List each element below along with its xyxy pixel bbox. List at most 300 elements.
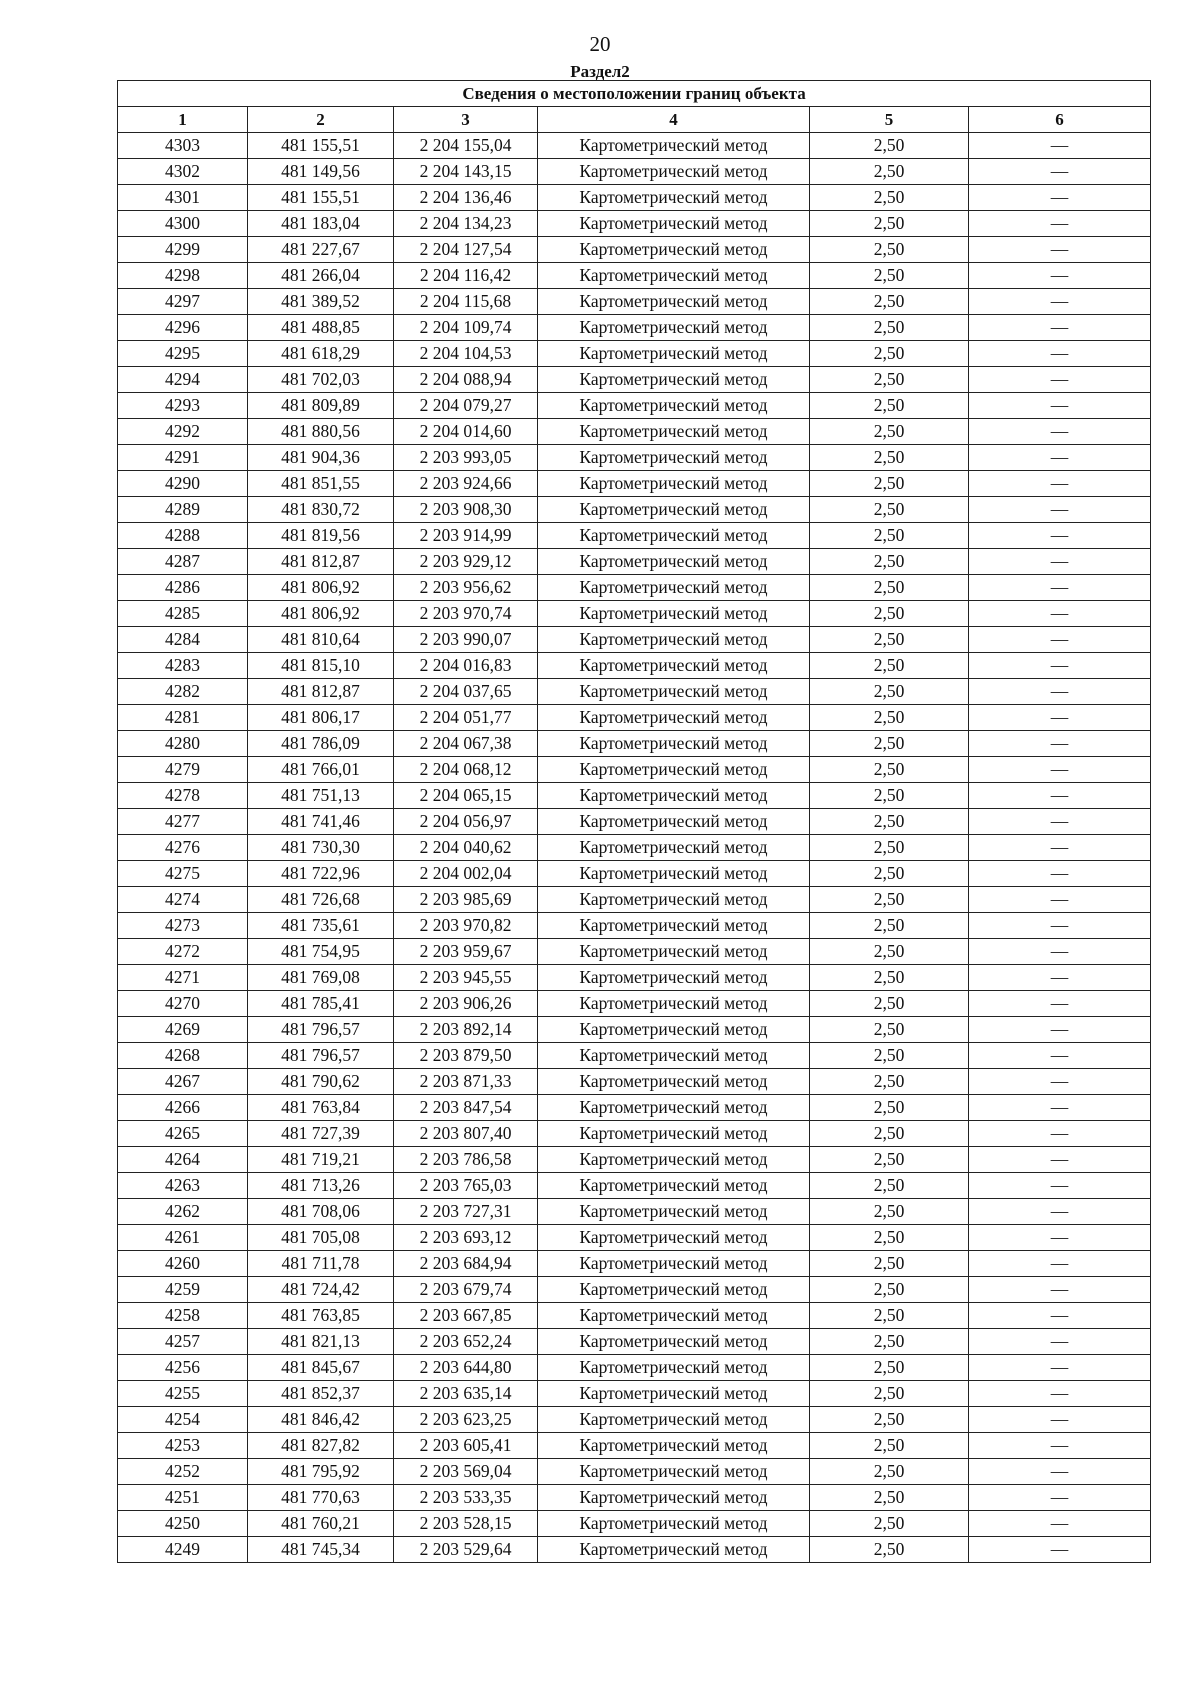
point-number-cell: 4281 bbox=[118, 705, 248, 731]
point-number-cell: 4292 bbox=[118, 419, 248, 445]
note-cell: — bbox=[969, 861, 1151, 887]
y-coordinate-cell: 2 204 002,04 bbox=[394, 861, 538, 887]
accuracy-cell: 2,50 bbox=[810, 1251, 969, 1277]
accuracy-cell: 2,50 bbox=[810, 471, 969, 497]
method-cell: Картометрический метод bbox=[538, 1459, 810, 1485]
table-row bbox=[118, 341, 1151, 367]
table-row bbox=[118, 601, 1151, 627]
table-row bbox=[118, 1069, 1151, 1095]
note-cell: — bbox=[969, 289, 1151, 315]
method-cell: Картометрический метод bbox=[538, 601, 810, 627]
note-cell: — bbox=[969, 1069, 1151, 1095]
point-number-cell: 4275 bbox=[118, 861, 248, 887]
x-coordinate-cell: 481 741,46 bbox=[248, 809, 394, 835]
y-coordinate-cell: 2 203 929,12 bbox=[394, 549, 538, 575]
method-cell: Картометрический метод bbox=[538, 315, 810, 341]
point-number-cell: 4276 bbox=[118, 835, 248, 861]
method-cell: Картометрический метод bbox=[538, 341, 810, 367]
note-cell: — bbox=[969, 1199, 1151, 1225]
method-cell: Картометрический метод bbox=[538, 965, 810, 991]
method-cell: Картометрический метод bbox=[538, 263, 810, 289]
table-row bbox=[118, 1017, 1151, 1043]
accuracy-cell: 2,50 bbox=[810, 497, 969, 523]
note-cell: — bbox=[969, 1303, 1151, 1329]
method-cell: Картометрический метод bbox=[538, 991, 810, 1017]
accuracy-cell: 2,50 bbox=[810, 861, 969, 887]
x-coordinate-cell: 481 785,41 bbox=[248, 991, 394, 1017]
accuracy-cell: 2,50 bbox=[810, 887, 969, 913]
note-cell: — bbox=[969, 523, 1151, 549]
method-cell: Картометрический метод bbox=[538, 809, 810, 835]
accuracy-cell: 2,50 bbox=[810, 1043, 969, 1069]
x-coordinate-cell: 481 796,57 bbox=[248, 1017, 394, 1043]
point-number-cell: 4256 bbox=[118, 1355, 248, 1381]
point-number-cell: 4295 bbox=[118, 341, 248, 367]
x-coordinate-cell: 481 730,30 bbox=[248, 835, 394, 861]
method-cell: Картометрический метод bbox=[538, 835, 810, 861]
point-number-cell: 4303 bbox=[118, 133, 248, 159]
table-row bbox=[118, 913, 1151, 939]
note-cell: — bbox=[969, 341, 1151, 367]
accuracy-cell: 2,50 bbox=[810, 1017, 969, 1043]
accuracy-cell: 2,50 bbox=[810, 575, 969, 601]
accuracy-cell: 2,50 bbox=[810, 783, 969, 809]
x-coordinate-cell: 481 770,63 bbox=[248, 1485, 394, 1511]
point-number-cell: 4278 bbox=[118, 783, 248, 809]
x-coordinate-cell: 481 806,92 bbox=[248, 575, 394, 601]
point-number-cell: 4270 bbox=[118, 991, 248, 1017]
accuracy-cell: 2,50 bbox=[810, 1095, 969, 1121]
column-header: 4 bbox=[538, 107, 810, 133]
note-cell: — bbox=[969, 939, 1151, 965]
method-cell: Картометрический метод bbox=[538, 289, 810, 315]
table-row bbox=[118, 1433, 1151, 1459]
y-coordinate-cell: 2 203 529,64 bbox=[394, 1537, 538, 1563]
table-row bbox=[118, 497, 1151, 523]
method-cell: Картометрический метод bbox=[538, 705, 810, 731]
y-coordinate-cell: 2 203 569,04 bbox=[394, 1459, 538, 1485]
point-number-cell: 4300 bbox=[118, 211, 248, 237]
note-cell: — bbox=[969, 1407, 1151, 1433]
accuracy-cell: 2,50 bbox=[810, 1511, 969, 1537]
method-cell: Картометрический метод bbox=[538, 1537, 810, 1563]
table-row bbox=[118, 1147, 1151, 1173]
point-number-cell: 4255 bbox=[118, 1381, 248, 1407]
y-coordinate-cell: 2 203 667,85 bbox=[394, 1303, 538, 1329]
point-number-cell: 4268 bbox=[118, 1043, 248, 1069]
method-cell: Картометрический метод bbox=[538, 159, 810, 185]
y-coordinate-cell: 2 203 727,31 bbox=[394, 1199, 538, 1225]
x-coordinate-cell: 481 266,04 bbox=[248, 263, 394, 289]
table-row bbox=[118, 471, 1151, 497]
x-coordinate-cell: 481 845,67 bbox=[248, 1355, 394, 1381]
x-coordinate-cell: 481 766,01 bbox=[248, 757, 394, 783]
point-number-cell: 4257 bbox=[118, 1329, 248, 1355]
point-number-cell: 4277 bbox=[118, 809, 248, 835]
table-row bbox=[118, 1485, 1151, 1511]
table-row bbox=[118, 1511, 1151, 1537]
note-cell: — bbox=[969, 913, 1151, 939]
point-number-cell: 4251 bbox=[118, 1485, 248, 1511]
x-coordinate-cell: 481 727,39 bbox=[248, 1121, 394, 1147]
x-coordinate-cell: 481 389,52 bbox=[248, 289, 394, 315]
method-cell: Картометрический метод bbox=[538, 1017, 810, 1043]
point-number-cell: 4264 bbox=[118, 1147, 248, 1173]
accuracy-cell: 2,50 bbox=[810, 965, 969, 991]
method-cell: Картометрический метод bbox=[538, 1199, 810, 1225]
column-header: 5 bbox=[810, 107, 969, 133]
x-coordinate-cell: 481 702,03 bbox=[248, 367, 394, 393]
method-cell: Картометрический метод bbox=[538, 887, 810, 913]
accuracy-cell: 2,50 bbox=[810, 835, 969, 861]
note-cell: — bbox=[969, 731, 1151, 757]
x-coordinate-cell: 481 227,67 bbox=[248, 237, 394, 263]
method-cell: Картометрический метод bbox=[538, 913, 810, 939]
x-coordinate-cell: 481 795,92 bbox=[248, 1459, 394, 1485]
y-coordinate-cell: 2 203 644,80 bbox=[394, 1355, 538, 1381]
y-coordinate-cell: 2 203 623,25 bbox=[394, 1407, 538, 1433]
method-cell: Картометрический метод bbox=[538, 1043, 810, 1069]
method-cell: Картометрический метод bbox=[538, 1355, 810, 1381]
x-coordinate-cell: 481 815,10 bbox=[248, 653, 394, 679]
y-coordinate-cell: 2 203 693,12 bbox=[394, 1225, 538, 1251]
y-coordinate-cell: 2 203 879,50 bbox=[394, 1043, 538, 1069]
point-number-cell: 4293 bbox=[118, 393, 248, 419]
accuracy-cell: 2,50 bbox=[810, 705, 969, 731]
y-coordinate-cell: 2 203 990,07 bbox=[394, 627, 538, 653]
table-row bbox=[118, 1355, 1151, 1381]
x-coordinate-cell: 481 790,62 bbox=[248, 1069, 394, 1095]
x-coordinate-cell: 481 708,06 bbox=[248, 1199, 394, 1225]
point-number-cell: 4265 bbox=[118, 1121, 248, 1147]
method-cell: Картометрический метод bbox=[538, 471, 810, 497]
table-row bbox=[118, 835, 1151, 861]
method-cell: Картометрический метод bbox=[538, 1407, 810, 1433]
method-cell: Картометрический метод bbox=[538, 1433, 810, 1459]
y-coordinate-cell: 2 203 908,30 bbox=[394, 497, 538, 523]
y-coordinate-cell: 2 204 067,38 bbox=[394, 731, 538, 757]
table-row bbox=[118, 1303, 1151, 1329]
y-coordinate-cell: 2 204 104,53 bbox=[394, 341, 538, 367]
table-row bbox=[118, 1381, 1151, 1407]
note-cell: — bbox=[969, 133, 1151, 159]
note-cell: — bbox=[969, 315, 1151, 341]
y-coordinate-cell: 2 204 065,15 bbox=[394, 783, 538, 809]
note-cell: — bbox=[969, 1537, 1151, 1563]
note-cell: — bbox=[969, 1433, 1151, 1459]
accuracy-cell: 2,50 bbox=[810, 1537, 969, 1563]
note-cell: — bbox=[969, 445, 1151, 471]
note-cell: — bbox=[969, 1121, 1151, 1147]
x-coordinate-cell: 481 796,57 bbox=[248, 1043, 394, 1069]
method-cell: Картометрический метод bbox=[538, 1485, 810, 1511]
point-number-cell: 4283 bbox=[118, 653, 248, 679]
boundary-coordinates-table bbox=[117, 80, 1151, 1563]
x-coordinate-cell: 481 754,95 bbox=[248, 939, 394, 965]
y-coordinate-cell: 2 203 684,94 bbox=[394, 1251, 538, 1277]
method-cell: Картометрический метод bbox=[538, 939, 810, 965]
note-cell: — bbox=[969, 367, 1151, 393]
method-cell: Картометрический метод bbox=[538, 1147, 810, 1173]
method-cell: Картометрический метод bbox=[538, 497, 810, 523]
y-coordinate-cell: 2 204 143,15 bbox=[394, 159, 538, 185]
method-cell: Картометрический метод bbox=[538, 419, 810, 445]
y-coordinate-cell: 2 203 985,69 bbox=[394, 887, 538, 913]
table-row bbox=[118, 1537, 1151, 1563]
x-coordinate-cell: 481 735,61 bbox=[248, 913, 394, 939]
table-row bbox=[118, 1173, 1151, 1199]
accuracy-cell: 2,50 bbox=[810, 1485, 969, 1511]
table-row bbox=[118, 263, 1151, 289]
table-row bbox=[118, 1121, 1151, 1147]
note-cell: — bbox=[969, 783, 1151, 809]
table-row bbox=[118, 575, 1151, 601]
point-number-cell: 4253 bbox=[118, 1433, 248, 1459]
x-coordinate-cell: 481 149,56 bbox=[248, 159, 394, 185]
table-row bbox=[118, 1329, 1151, 1355]
note-cell: — bbox=[969, 1329, 1151, 1355]
point-number-cell: 4287 bbox=[118, 549, 248, 575]
accuracy-cell: 2,50 bbox=[810, 679, 969, 705]
table-row bbox=[118, 1199, 1151, 1225]
method-cell: Картометрический метод bbox=[538, 1069, 810, 1095]
y-coordinate-cell: 2 203 807,40 bbox=[394, 1121, 538, 1147]
table-body bbox=[118, 133, 1151, 1563]
point-number-cell: 4250 bbox=[118, 1511, 248, 1537]
note-cell: — bbox=[969, 809, 1151, 835]
note-cell: — bbox=[969, 991, 1151, 1017]
table-row bbox=[118, 523, 1151, 549]
method-cell: Картометрический метод bbox=[538, 1329, 810, 1355]
method-cell: Картометрический метод bbox=[538, 1511, 810, 1537]
x-coordinate-cell: 481 806,17 bbox=[248, 705, 394, 731]
table-row bbox=[118, 549, 1151, 575]
note-cell: — bbox=[969, 1485, 1151, 1511]
x-coordinate-cell: 481 745,34 bbox=[248, 1537, 394, 1563]
y-coordinate-cell: 2 204 155,04 bbox=[394, 133, 538, 159]
accuracy-cell: 2,50 bbox=[810, 1329, 969, 1355]
accuracy-cell: 2,50 bbox=[810, 1121, 969, 1147]
table-row bbox=[118, 315, 1151, 341]
table-row bbox=[118, 991, 1151, 1017]
x-coordinate-cell: 481 786,09 bbox=[248, 731, 394, 757]
y-coordinate-cell: 2 204 040,62 bbox=[394, 835, 538, 861]
point-number-cell: 4272 bbox=[118, 939, 248, 965]
method-cell: Картометрический метод bbox=[538, 1173, 810, 1199]
method-cell: Картометрический метод bbox=[538, 731, 810, 757]
accuracy-cell: 2,50 bbox=[810, 445, 969, 471]
y-coordinate-cell: 2 204 014,60 bbox=[394, 419, 538, 445]
y-coordinate-cell: 2 204 079,27 bbox=[394, 393, 538, 419]
y-coordinate-cell: 2 203 945,55 bbox=[394, 965, 538, 991]
point-number-cell: 4252 bbox=[118, 1459, 248, 1485]
point-number-cell: 4284 bbox=[118, 627, 248, 653]
point-number-cell: 4290 bbox=[118, 471, 248, 497]
x-coordinate-cell: 481 810,64 bbox=[248, 627, 394, 653]
accuracy-cell: 2,50 bbox=[810, 653, 969, 679]
method-cell: Картометрический метод bbox=[538, 627, 810, 653]
table-row bbox=[118, 1277, 1151, 1303]
table-row bbox=[118, 653, 1151, 679]
accuracy-cell: 2,50 bbox=[810, 1459, 969, 1485]
table-row bbox=[118, 1095, 1151, 1121]
y-coordinate-cell: 2 203 652,24 bbox=[394, 1329, 538, 1355]
y-coordinate-cell: 2 203 959,67 bbox=[394, 939, 538, 965]
x-coordinate-cell: 481 846,42 bbox=[248, 1407, 394, 1433]
y-coordinate-cell: 2 203 956,62 bbox=[394, 575, 538, 601]
point-number-cell: 4260 bbox=[118, 1251, 248, 1277]
x-coordinate-cell: 481 722,96 bbox=[248, 861, 394, 887]
point-number-cell: 4301 bbox=[118, 185, 248, 211]
x-coordinate-cell: 481 711,78 bbox=[248, 1251, 394, 1277]
y-coordinate-cell: 2 204 134,23 bbox=[394, 211, 538, 237]
accuracy-cell: 2,50 bbox=[810, 211, 969, 237]
x-coordinate-cell: 481 705,08 bbox=[248, 1225, 394, 1251]
note-cell: — bbox=[969, 185, 1151, 211]
table-row bbox=[118, 705, 1151, 731]
method-cell: Картометрический метод bbox=[538, 1095, 810, 1121]
y-coordinate-cell: 2 204 016,83 bbox=[394, 653, 538, 679]
y-coordinate-cell: 2 203 970,74 bbox=[394, 601, 538, 627]
method-cell: Картометрический метод bbox=[538, 367, 810, 393]
accuracy-cell: 2,50 bbox=[810, 939, 969, 965]
x-coordinate-cell: 481 618,29 bbox=[248, 341, 394, 367]
point-number-cell: 4254 bbox=[118, 1407, 248, 1433]
table-row bbox=[118, 939, 1151, 965]
method-cell: Картометрический метод bbox=[538, 1303, 810, 1329]
method-cell: Картометрический метод bbox=[538, 757, 810, 783]
x-coordinate-cell: 481 183,04 bbox=[248, 211, 394, 237]
table-row bbox=[118, 419, 1151, 445]
note-cell: — bbox=[969, 1381, 1151, 1407]
table-row bbox=[118, 211, 1151, 237]
y-coordinate-cell: 2 204 109,74 bbox=[394, 315, 538, 341]
point-number-cell: 4267 bbox=[118, 1069, 248, 1095]
accuracy-cell: 2,50 bbox=[810, 913, 969, 939]
accuracy-cell: 2,50 bbox=[810, 1381, 969, 1407]
x-coordinate-cell: 481 819,56 bbox=[248, 523, 394, 549]
note-cell: — bbox=[969, 419, 1151, 445]
section-title: Раздел2 bbox=[570, 62, 630, 81]
accuracy-cell: 2,50 bbox=[810, 1303, 969, 1329]
note-cell: — bbox=[969, 211, 1151, 237]
point-number-cell: 4282 bbox=[118, 679, 248, 705]
table-row bbox=[118, 1043, 1151, 1069]
point-number-cell: 4274 bbox=[118, 887, 248, 913]
point-number-cell: 4280 bbox=[118, 731, 248, 757]
accuracy-cell: 2,50 bbox=[810, 367, 969, 393]
point-number-cell: 4263 bbox=[118, 1173, 248, 1199]
accuracy-cell: 2,50 bbox=[810, 393, 969, 419]
x-coordinate-cell: 481 760,21 bbox=[248, 1511, 394, 1537]
note-cell: — bbox=[969, 1043, 1151, 1069]
table-row bbox=[118, 445, 1151, 471]
y-coordinate-cell: 2 203 679,74 bbox=[394, 1277, 538, 1303]
note-cell: — bbox=[969, 393, 1151, 419]
point-number-cell: 4289 bbox=[118, 497, 248, 523]
y-coordinate-cell: 2 203 892,14 bbox=[394, 1017, 538, 1043]
table-row bbox=[118, 731, 1151, 757]
method-cell: Картометрический метод bbox=[538, 1277, 810, 1303]
accuracy-cell: 2,50 bbox=[810, 315, 969, 341]
table-row bbox=[118, 757, 1151, 783]
table-row bbox=[118, 237, 1151, 263]
x-coordinate-cell: 481 812,87 bbox=[248, 679, 394, 705]
point-number-cell: 4296 bbox=[118, 315, 248, 341]
point-number-cell: 4302 bbox=[118, 159, 248, 185]
note-cell: — bbox=[969, 1225, 1151, 1251]
method-cell: Картометрический метод bbox=[538, 1381, 810, 1407]
accuracy-cell: 2,50 bbox=[810, 263, 969, 289]
y-coordinate-cell: 2 204 136,46 bbox=[394, 185, 538, 211]
x-coordinate-cell: 481 488,85 bbox=[248, 315, 394, 341]
note-cell: — bbox=[969, 159, 1151, 185]
column-header: 1 bbox=[118, 107, 248, 133]
y-coordinate-cell: 2 204 056,97 bbox=[394, 809, 538, 835]
x-coordinate-cell: 481 719,21 bbox=[248, 1147, 394, 1173]
note-cell: — bbox=[969, 627, 1151, 653]
method-cell: Картометрический метод bbox=[538, 1225, 810, 1251]
accuracy-cell: 2,50 bbox=[810, 757, 969, 783]
column-header: 2 bbox=[248, 107, 394, 133]
x-coordinate-cell: 481 880,56 bbox=[248, 419, 394, 445]
point-number-cell: 4269 bbox=[118, 1017, 248, 1043]
x-coordinate-cell: 481 763,85 bbox=[248, 1303, 394, 1329]
y-coordinate-cell: 2 203 914,99 bbox=[394, 523, 538, 549]
x-coordinate-cell: 481 812,87 bbox=[248, 549, 394, 575]
table-row bbox=[118, 367, 1151, 393]
point-number-cell: 4279 bbox=[118, 757, 248, 783]
y-coordinate-cell: 2 204 115,68 bbox=[394, 289, 538, 315]
point-number-cell: 4259 bbox=[118, 1277, 248, 1303]
y-coordinate-cell: 2 203 765,03 bbox=[394, 1173, 538, 1199]
x-coordinate-cell: 481 763,84 bbox=[248, 1095, 394, 1121]
point-number-cell: 4299 bbox=[118, 237, 248, 263]
table-row bbox=[118, 679, 1151, 705]
table-row bbox=[118, 393, 1151, 419]
accuracy-cell: 2,50 bbox=[810, 991, 969, 1017]
y-coordinate-cell: 2 203 786,58 bbox=[394, 1147, 538, 1173]
table-row bbox=[118, 185, 1151, 211]
accuracy-cell: 2,50 bbox=[810, 341, 969, 367]
accuracy-cell: 2,50 bbox=[810, 549, 969, 575]
note-cell: — bbox=[969, 601, 1151, 627]
note-cell: — bbox=[969, 1355, 1151, 1381]
accuracy-cell: 2,50 bbox=[810, 237, 969, 263]
method-cell: Картометрический метод bbox=[538, 575, 810, 601]
table-row bbox=[118, 809, 1151, 835]
accuracy-cell: 2,50 bbox=[810, 1407, 969, 1433]
table-row bbox=[118, 289, 1151, 315]
note-cell: — bbox=[969, 1173, 1151, 1199]
table-row bbox=[118, 783, 1151, 809]
y-coordinate-cell: 2 204 127,54 bbox=[394, 237, 538, 263]
accuracy-cell: 2,50 bbox=[810, 627, 969, 653]
accuracy-cell: 2,50 bbox=[810, 809, 969, 835]
accuracy-cell: 2,50 bbox=[810, 1355, 969, 1381]
point-number-cell: 4297 bbox=[118, 289, 248, 315]
note-cell: — bbox=[969, 1251, 1151, 1277]
note-cell: — bbox=[969, 549, 1151, 575]
y-coordinate-cell: 2 203 605,41 bbox=[394, 1433, 538, 1459]
point-number-cell: 4273 bbox=[118, 913, 248, 939]
accuracy-cell: 2,50 bbox=[810, 289, 969, 315]
point-number-cell: 4298 bbox=[118, 263, 248, 289]
y-coordinate-cell: 2 204 088,94 bbox=[394, 367, 538, 393]
y-coordinate-cell: 2 203 970,82 bbox=[394, 913, 538, 939]
table-row bbox=[118, 627, 1151, 653]
table-header-row bbox=[118, 107, 1151, 133]
